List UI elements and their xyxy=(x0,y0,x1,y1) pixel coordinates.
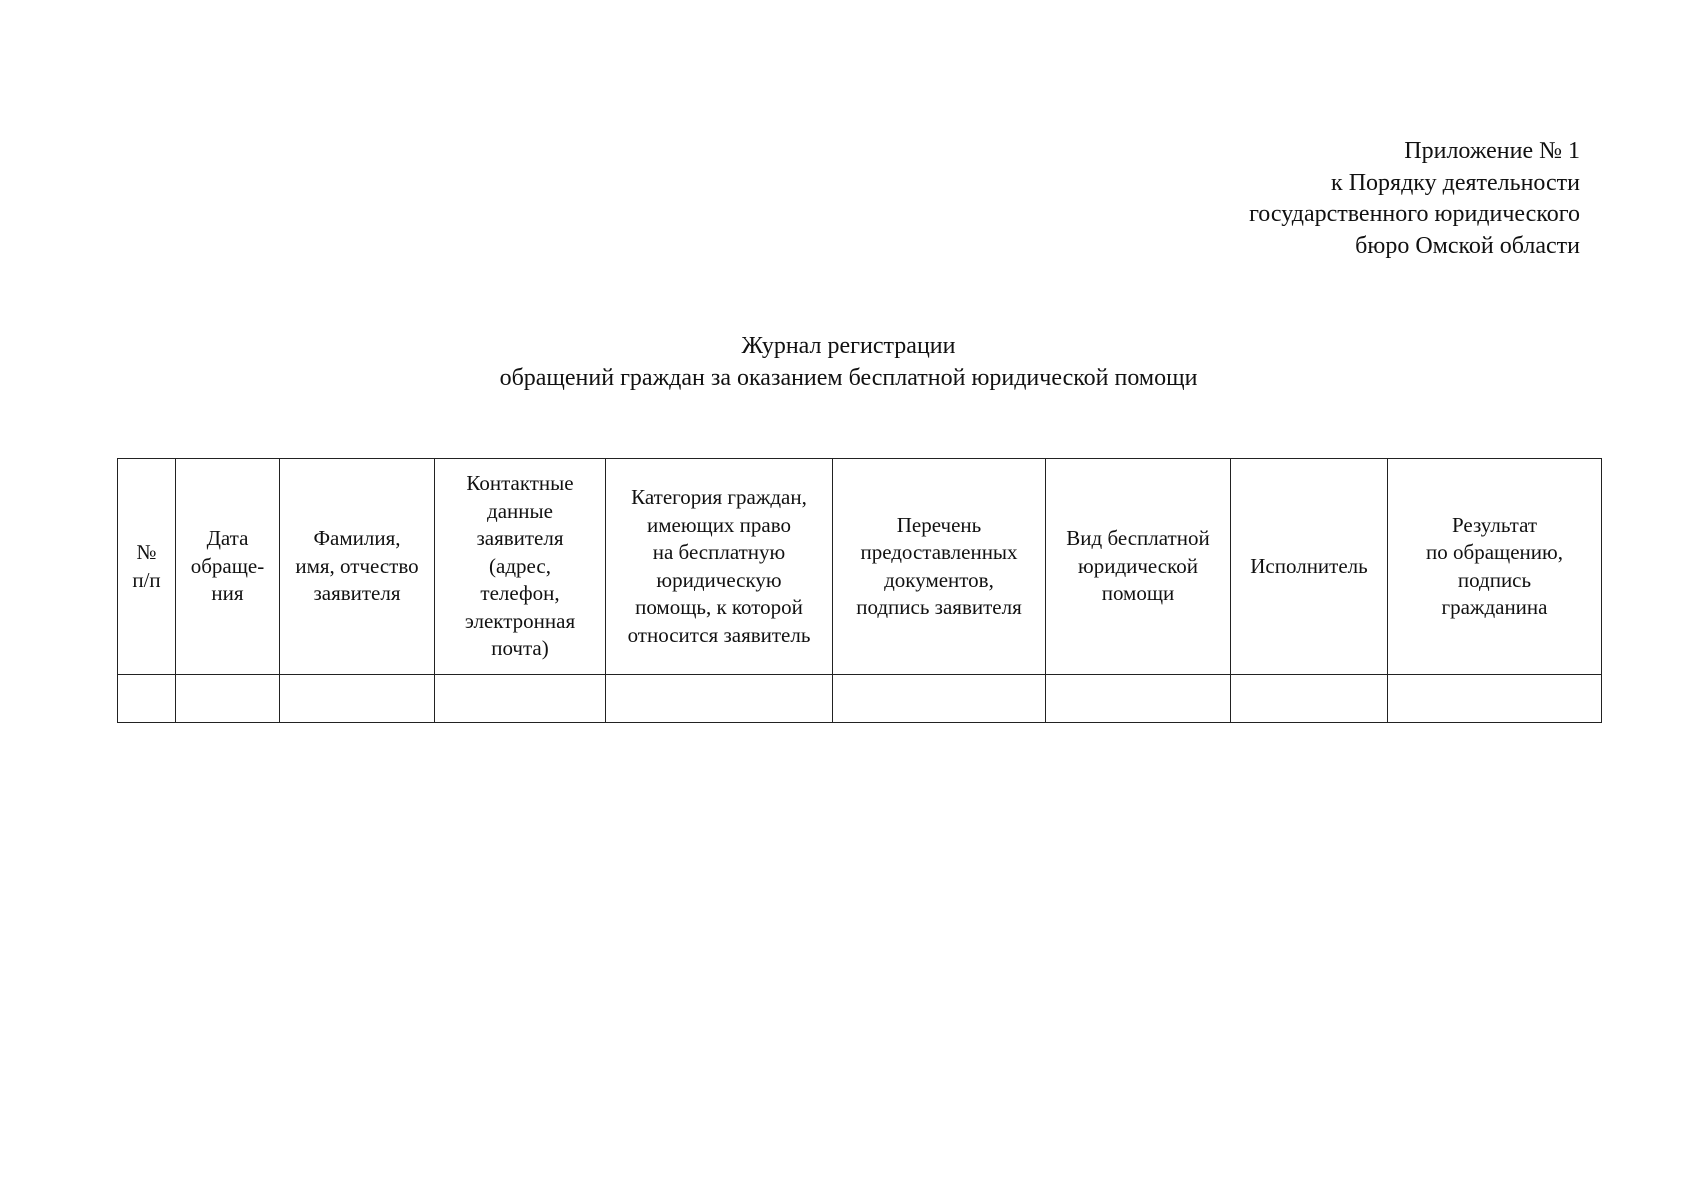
table-cell xyxy=(1388,675,1602,723)
title-line: Журнал регистрации xyxy=(741,333,956,359)
column-header-line: помощь, к которой xyxy=(635,595,803,619)
column-header-line: Исполнитель xyxy=(1250,553,1368,578)
column-header-line: гражданина xyxy=(1441,595,1548,619)
column-header-citizen-category xyxy=(606,459,833,675)
column-header-contact-data xyxy=(435,459,606,675)
column-header-number xyxy=(118,459,176,675)
column-header-line: заявителя xyxy=(313,581,401,606)
appendix-line: бюро Омской области xyxy=(1355,232,1580,259)
column-header-line: Вид бесплатной xyxy=(1066,526,1210,551)
column-header-line: № xyxy=(136,540,157,564)
column-header-line: имеющих право xyxy=(646,512,792,537)
column-header-line: предоставленных xyxy=(860,540,1018,564)
appendix-line: Приложение № 1 xyxy=(1404,138,1580,164)
column-header-line: юридическую xyxy=(656,567,782,592)
column-header-line: почта) xyxy=(491,636,549,661)
table-cell xyxy=(833,675,1046,723)
column-header-executor xyxy=(1231,459,1388,675)
column-header-line: Контактные xyxy=(466,471,574,496)
table-cell xyxy=(118,675,176,723)
column-header-line: данные xyxy=(487,498,553,523)
column-header-line: заявителя xyxy=(476,526,564,551)
column-header-line: имя, отчество xyxy=(295,553,419,578)
column-header-line: телефон, xyxy=(480,581,560,606)
column-header-line: электронная xyxy=(464,608,576,633)
column-header-line: обраще- xyxy=(190,553,265,578)
column-header-line: (адрес, xyxy=(489,553,551,578)
column-header-line: подпись заявителя xyxy=(856,595,1022,619)
column-header-full-name xyxy=(280,459,435,675)
column-header-line: Фамилия, xyxy=(313,526,401,551)
table-cell xyxy=(280,675,435,723)
column-header-line: Категория граждан, xyxy=(631,485,807,509)
column-header-line: юридической xyxy=(1078,553,1198,578)
column-header-line: на бесплатную xyxy=(652,540,786,564)
column-header-documents-list xyxy=(833,459,1046,675)
column-header-line: подпись xyxy=(1457,567,1532,592)
document-title xyxy=(0,330,1697,394)
column-header-line: Дата xyxy=(206,526,249,551)
column-header-line: п/п xyxy=(132,567,161,592)
table-cell xyxy=(1046,675,1231,723)
appendix-line: государственного юридического xyxy=(1249,201,1580,227)
table-cell xyxy=(435,675,606,723)
column-header-line: Перечень xyxy=(896,512,982,537)
table-cell xyxy=(1231,675,1388,723)
column-header-line: Результат xyxy=(1451,512,1538,537)
table-cell xyxy=(176,675,280,723)
column-header-date xyxy=(176,459,280,675)
column-header-line: документов, xyxy=(884,567,994,592)
column-header-line: по обращению, xyxy=(1426,540,1563,564)
appendix-note xyxy=(1249,136,1580,262)
column-header-line: помощи xyxy=(1101,581,1175,606)
title-line: обращений граждан за оказанием бесплатной юридической помощи xyxy=(499,365,1198,391)
appendix-line: к Порядку деятельности xyxy=(1331,169,1580,196)
column-header-line: ния xyxy=(211,581,244,606)
table-header-row xyxy=(118,459,1602,675)
column-header-line: относится заявитель xyxy=(627,622,811,647)
column-header-legal-aid-type xyxy=(1046,459,1231,675)
table-row xyxy=(118,675,1602,723)
registration-journal-table xyxy=(117,458,1602,723)
table-cell xyxy=(606,675,833,723)
column-header-result xyxy=(1388,459,1602,675)
